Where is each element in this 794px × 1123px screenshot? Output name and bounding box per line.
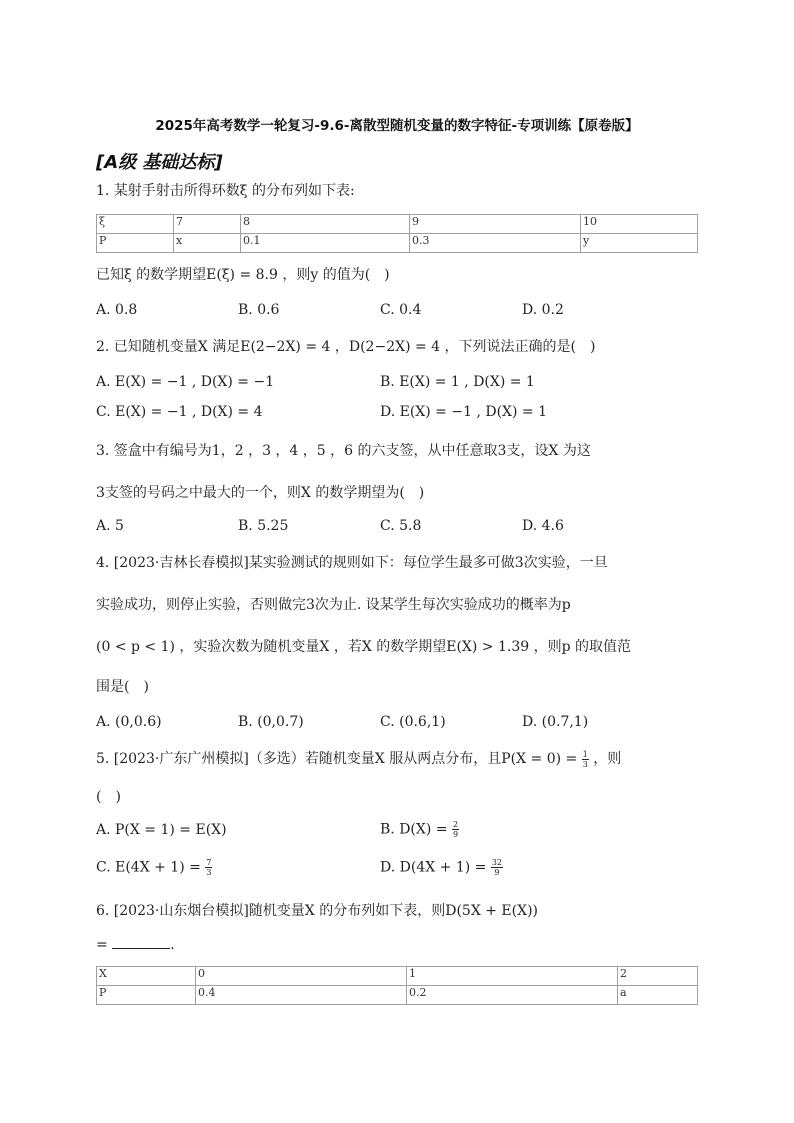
q4-option-b: B. (0,0.7)	[238, 714, 304, 730]
table-cell: 0.1	[241, 234, 410, 253]
fraction: $\frac{2}{9}$	[452, 820, 459, 839]
table-cell: P	[97, 986, 196, 1005]
table-cell: 0.3	[410, 234, 581, 253]
fraction: $\frac{7}{3}$	[206, 858, 212, 877]
q1-condition: 已知ξ 的数学期望E(ξ) = 8.9 ，则y 的值为( )	[96, 267, 390, 283]
q5-option-d: D. D(4X + 1) = $\frac{32}{9}$	[380, 858, 503, 877]
q4-line-3: (0 < p < 1) ，实验次数为随机变量X ，若X 的数学期望E(X) > 1.39 ，则p 的取值范	[96, 639, 632, 655]
table-cell: 0	[196, 967, 407, 986]
table-cell: 8	[241, 215, 410, 234]
q1-stem: 1. 某射手射击所得环数ξ 的分布列如下表:	[96, 183, 355, 199]
q3-line-2: 3支签的号码之中最大的一个，则X 的数学期望为( )	[96, 485, 425, 501]
section-heading: [A级 基础达标]	[96, 152, 223, 173]
table-cell: 0.4	[196, 986, 407, 1005]
q5-option-a: A. P(X = 1) = E(X)	[96, 822, 227, 838]
q2-option-b: B. E(X) = 1 , D(X) = 1	[380, 374, 535, 390]
table-cell: x	[174, 234, 241, 253]
q5-line-1-text: 5. [2023·广东广州模拟]（多选）若随机变量X 服从两点分布，且P(X = 0) =	[96, 751, 578, 767]
table-row	[97, 215, 698, 234]
table-cell: 2	[618, 967, 698, 986]
table-row	[97, 986, 698, 1005]
q2-option-c: C. E(X) = −1 , D(X) = 4	[96, 404, 263, 420]
q1-option-d: D. 0.2	[522, 302, 564, 318]
q5-line-2: ( )	[96, 789, 121, 805]
q3-option-b: B. 5.25	[238, 518, 289, 534]
q4-line-1: 4. [2023·吉林长春模拟]某实验测试的规则如下：每位学生最多可做3次实验，一旦	[96, 555, 608, 571]
q3-option-c: C. 5.8	[380, 518, 422, 534]
table-cell: a	[618, 986, 698, 1005]
q4-line-2: 实验成功，则停止实验，否则做完3次为止. 设某学生每次实验成功的概率为p	[96, 597, 571, 613]
page-title: 2025年高考数学一轮复习-9.6-离散型随机变量的数字特征-专项训练【原卷版】	[155, 118, 639, 134]
fraction: $\frac{32}{9}$	[491, 858, 503, 877]
q5-line-1-end: ，则	[593, 751, 622, 767]
q6-line-2: = .	[96, 937, 175, 953]
table-row	[97, 234, 698, 253]
q2-option-a: A. E(X) = −1 , D(X) = −1	[96, 374, 275, 390]
q3-line-1: 3. 签盒中有编号为1，2 ，3 ，4 ，5 ，6 的六支签，从中任意取3支，设X 为这	[96, 443, 591, 459]
q3-option-d: D. 4.6	[522, 518, 564, 534]
table-cell: 9	[410, 215, 581, 234]
q4-line-4: 围是( )	[96, 679, 149, 695]
table-cell: X	[97, 967, 196, 986]
q5-line-1	[96, 748, 621, 769]
table-cell: ξ	[97, 215, 174, 234]
table-cell: 10	[581, 215, 698, 234]
q2-option-d: D. E(X) = −1 , D(X) = 1	[380, 404, 548, 420]
q5-option-c: C. E(4X + 1) = $\frac{7}{3}$	[96, 858, 212, 877]
table-cell: 7	[174, 215, 241, 234]
table-row	[97, 967, 698, 986]
q4-option-d: D. (0.7,1)	[522, 714, 589, 730]
table-cell: y	[581, 234, 698, 253]
table-cell: P	[97, 234, 174, 253]
q1-option-c: C. 0.4	[380, 302, 422, 318]
fraction: $\frac{1}{3}$	[582, 749, 588, 769]
q1-distribution-table	[96, 214, 698, 253]
q2-stem: 2. 已知随机变量X 满足E(2−2X) = 4 ，D(2−2X) = 4 ，下列说法正确的是( )	[96, 339, 596, 355]
q4-option-c: C. (0.6,1)	[380, 714, 446, 730]
q6-distribution-table	[96, 966, 698, 1005]
q5-option-b: B. D(X) = $\frac{2}{9}$	[380, 820, 459, 839]
q3-option-a: A. 5	[96, 518, 124, 534]
table-cell: 0.2	[407, 986, 618, 1005]
q4-option-a: A. (0,0.6)	[96, 714, 162, 730]
q1-option-b: B. 0.6	[238, 302, 280, 318]
q1-option-a: A. 0.8	[96, 302, 138, 318]
table-cell: 1	[407, 967, 618, 986]
q6-line-1: 6. [2023·山东烟台模拟]随机变量X 的分布列如下表，则D(5X + E(X))	[96, 903, 538, 919]
answer-blank	[112, 936, 170, 949]
